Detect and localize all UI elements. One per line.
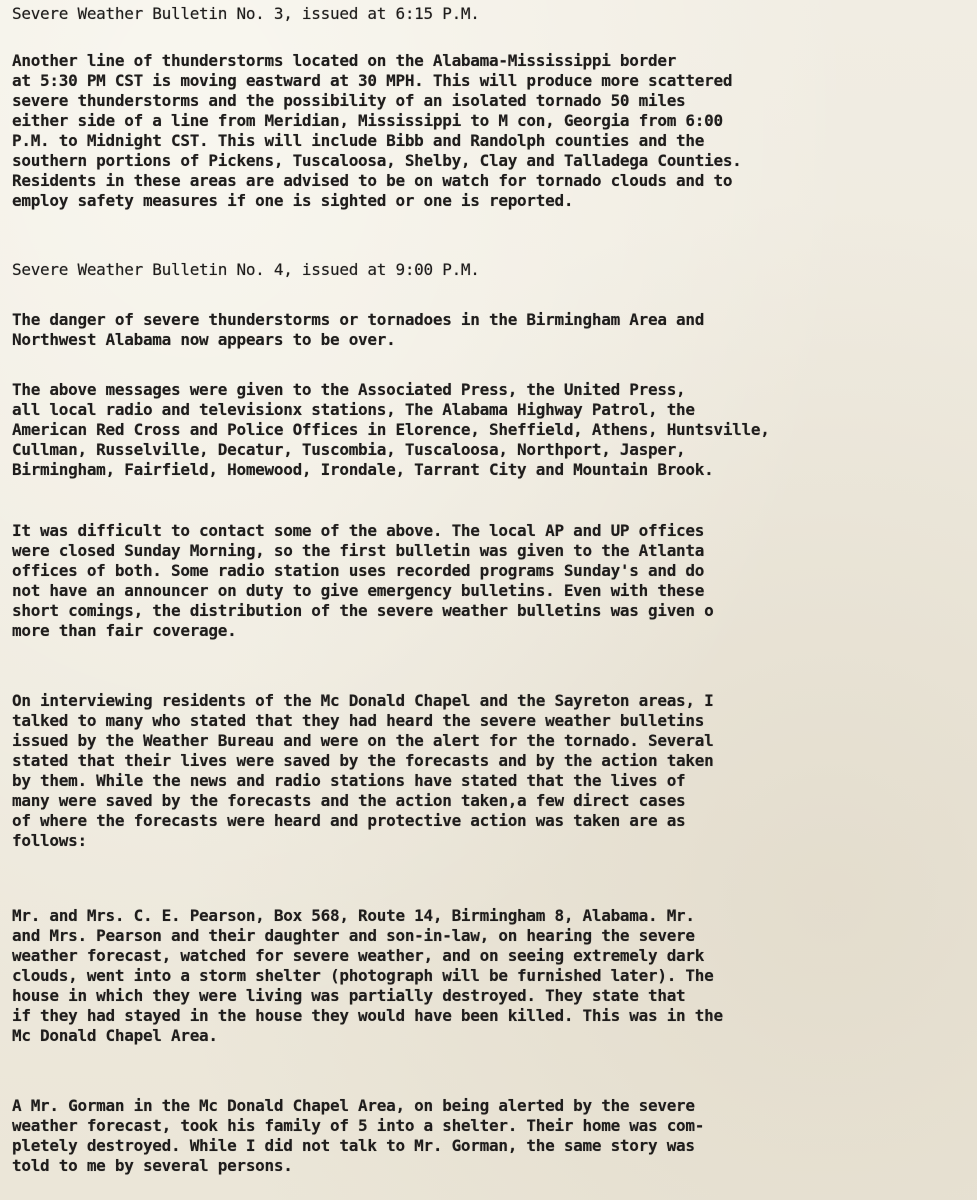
paragraph-line: Another line of thunderstorms located on the Alabama-Mississippi border — [12, 51, 677, 70]
paragraph-line: all local radio and televisionx stations, The Alabama Highway Patrol, the — [12, 400, 695, 419]
paragraph-line: not have an announcer on duty to give emergency bulletins. Even with these — [12, 581, 705, 600]
paragraph-line: Birmingham, Fairfield, Homewood, Irondale, Tarrant City and Mountain Brook. — [12, 460, 714, 479]
paragraph-line: of where the forecasts were heard and protective action was taken are as — [12, 811, 686, 830]
paragraph-line: by them. While the news and radio stations have stated that the lives of — [12, 771, 686, 790]
paragraph-line: clouds, went into a storm shelter (photograph will be furnished later). The — [12, 966, 714, 985]
distribution-paragraph — [12, 380, 770, 480]
paragraph-line: Residents in these areas are advised to be on watch for tornado clouds and to — [12, 171, 733, 190]
paragraph-line: stated that their lives were saved by the forecasts and by the action taken — [12, 751, 714, 770]
paragraph-line: severe thunderstorms and the possibility of an isolated tornado 50 miles — [12, 91, 686, 110]
paragraph-line: issued by the Weather Bureau and were on the alert for the tornado. Several — [12, 731, 714, 750]
contact-paragraph — [12, 521, 713, 641]
paragraph-line: weather forecast, took his family of 5 into a shelter. Their home was com- — [12, 1116, 705, 1135]
paragraph-line: were closed Sunday Morning, so the first bulletin was given to the Atlanta — [12, 541, 705, 560]
paragraph-line: at 5:30 PM CST is moving eastward at 30 MPH. This will produce more scattered — [12, 71, 733, 90]
paragraph-line: Mc Donald Chapel Area. — [12, 1026, 218, 1045]
paragraph-line: A Mr. Gorman in the Mc Donald Chapel Area, on being alerted by the severe — [12, 1096, 695, 1115]
paragraph-line: P.M. to Midnight CST. This will include Bibb and Randolph counties and the — [12, 131, 705, 150]
paragraph-line: Northwest Alabama now appears to be over. — [12, 330, 396, 349]
paragraph-line: told to me by several persons. — [12, 1156, 293, 1175]
paragraph-line: American Red Cross and Police Offices in Elorence, Sheffield, Athens, Huntsville, — [12, 420, 770, 439]
paragraph-line: weather forecast, watched for severe weather, and on seeing extremely dark — [12, 946, 705, 965]
bulletin-4-paragraph — [12, 310, 704, 350]
paragraph-line: On interviewing residents of the Mc Donald Chapel and the Sayreton areas, I — [12, 691, 714, 710]
paragraph-line: Cullman, Russelville, Decatur, Tuscombia, Tuscaloosa, Northport, Jasper, — [12, 440, 686, 459]
bulletin-4-heading — [12, 260, 480, 280]
paragraph-line: follows: — [12, 831, 87, 850]
gorman-paragraph — [12, 1096, 704, 1176]
interviews-paragraph — [12, 691, 713, 851]
paragraph-line: house in which they were living was partially destroyed. They state that — [12, 986, 686, 1005]
pearson-paragraph — [12, 906, 723, 1046]
paragraph-line: pletely destroyed. While I did not talk to Mr. Gorman, the same story was — [12, 1136, 695, 1155]
bulletin-3-paragraph — [12, 51, 742, 211]
heading-text: Severe Weather Bulletin No. 3, issued at 6:15 P.M. — [12, 4, 480, 23]
paragraph-line: short comings, the distribution of the severe weather bulletins was given o — [12, 601, 714, 620]
heading-text: Severe Weather Bulletin No. 4, issued at 9:00 P.M. — [12, 260, 480, 279]
paragraph-line: talked to many who stated that they had heard the severe weather bulletins — [12, 711, 705, 730]
paragraph-line: and Mrs. Pearson and their daughter and son-in-law, on hearing the severe — [12, 926, 695, 945]
bulletin-3-heading — [12, 4, 480, 24]
paragraph-line: southern portions of Pickens, Tuscaloosa, Shelby, Clay and Talladega Counties. — [12, 151, 742, 170]
paragraph-line: The above messages were given to the Associated Press, the United Press, — [12, 380, 686, 399]
paragraph-line: The danger of severe thunderstorms or tornadoes in the Birmingham Area and — [12, 310, 705, 329]
paragraph-line: more than fair coverage. — [12, 621, 237, 640]
paragraph-line: employ safety measures if one is sighted or one is reported. — [12, 191, 574, 210]
paragraph-line: many were saved by the forecasts and the action taken,a few direct cases — [12, 791, 686, 810]
paragraph-line: It was difficult to contact some of the above. The local AP and UP offices — [12, 521, 705, 540]
paragraph-line: if they had stayed in the house they would have been killed. This was in the — [12, 1006, 723, 1025]
paragraph-line: Mr. and Mrs. C. E. Pearson, Box 568, Route 14, Birmingham 8, Alabama. Mr. — [12, 906, 695, 925]
paragraph-line: offices of both. Some radio station uses recorded programs Sunday's and do — [12, 561, 705, 580]
paragraph-line: either side of a line from Meridian, Mississippi to M con, Georgia from 6:00 — [12, 111, 723, 130]
